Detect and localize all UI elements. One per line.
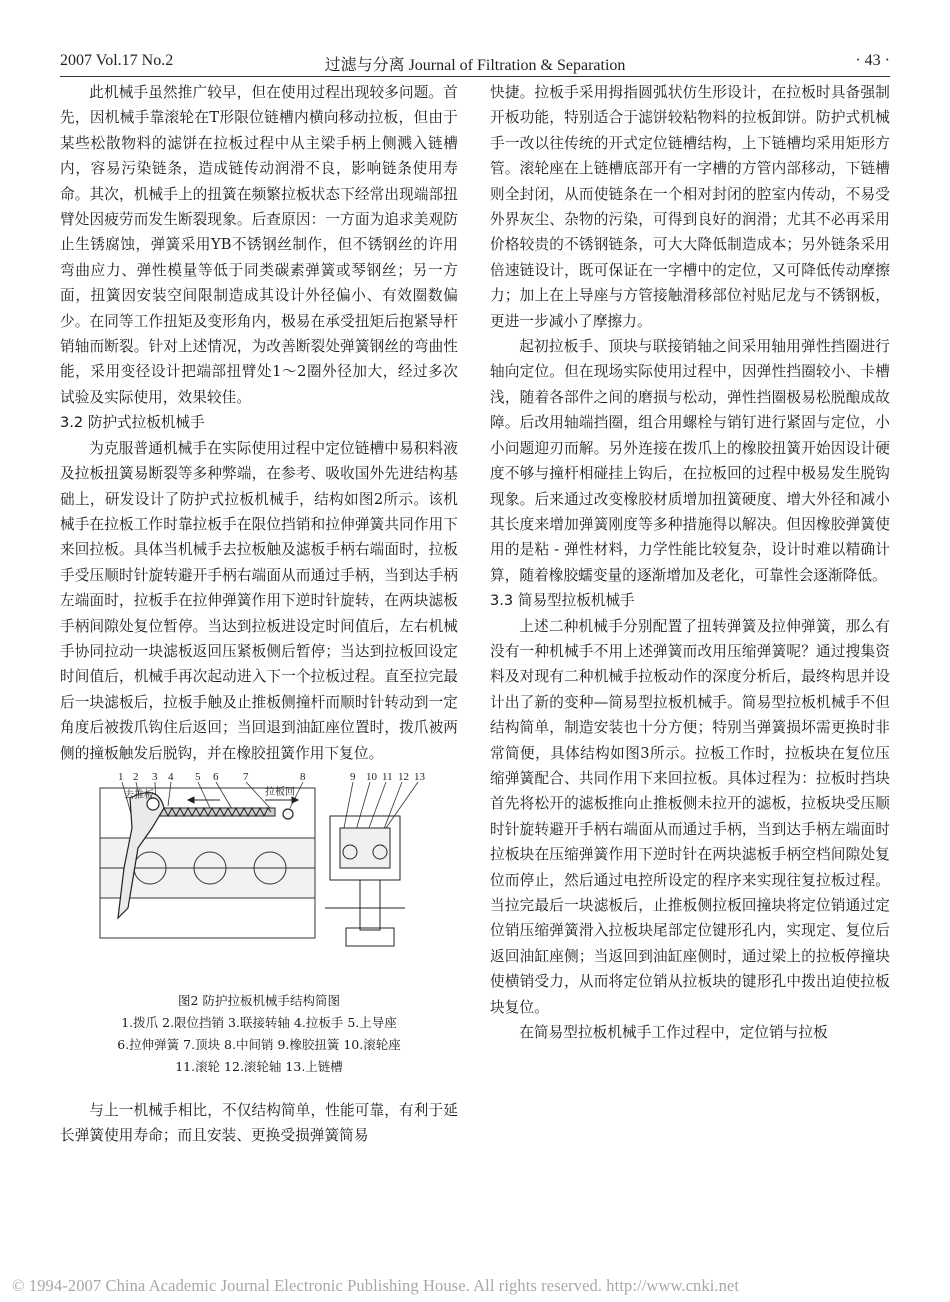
callout-9: 9 [350, 770, 356, 783]
running-header [60, 48, 890, 78]
header-rule [60, 76, 890, 77]
callout-3: 3 [152, 770, 158, 783]
journal-title: 过滤与分离 Journal of Filtration & Separation [324, 57, 626, 74]
label-push: 去推板 [124, 789, 154, 801]
section-heading-3-3: 3.3 简易型拉板机械手 [490, 592, 635, 610]
figure-2-legend-line-2: 6.拉伸弹簧 7.顶块 8.中间销 9.橡胶扭簧 10.滚轮座 [117, 1036, 401, 1052]
right-column [490, 80, 890, 1045]
callout-8: 8 [300, 770, 306, 783]
callout-1: 1 [118, 770, 124, 783]
callout-12: 12 [398, 770, 409, 783]
figure-2-drawing [60, 768, 458, 990]
callout-11: 11 [382, 770, 393, 783]
figure-2-legend-line-1: 1.拨爪 2.限位挡销 3.联接转轴 4.拉板手 5.上导座 [121, 1014, 397, 1030]
paragraph-simple-manipulator: 上述二种机械手分别配置了扭转弹簧及拉伸弹簧，那么有没有一种机械手不用上述弹簧而改用压缩弹簧呢？通过搜集资料及对现有二种机械手拉板动作的深度分析后，最终构思并设计出了新的变种—简易型拉板机械手。简易型拉板机械手不但结构简单，制造安装也十分方便；特别当弹簧损坏需更换时非常简便，具体结构如图3所示。拉板工作时，拉板块在复位压缩弹簧配合、共同作用下来回拉板。具体过程为：拉板时挡块首先将松开的滤板推向止推板侧未拉开的滤板，拉板块受压顺时针旋转避开手柄右端面从而通过手柄，当到达手柄左端面时拉板块在压缩弹簧作用下逆时针在两块滤板手柄空档间隙处复位而停止，然后通过电控所设定的程序来实现往复拉板过程。当拉完最后一块滤板后，止推板侧拉板回撞块将定位销通过定位销压缩弹簧滑入拉板块尾部定位键形孔内，实现定、复位后返回油缸座侧；当返回到油缸座侧时，通过梁上的拉板停撞块使横销受力，从而将定位销从拉板块的键形孔中拨出迫使拉板块复位。 [490, 617, 890, 1016]
section-heading-3-2: 3.2 防护式拉板机械手 [60, 414, 205, 432]
page-number: · 43 · [855, 52, 890, 69]
figure-2 [60, 768, 458, 1098]
paragraph-comparison: 与上一机械手相比，不仅结构简单，性能可靠，有利于延长弹簧使用寿命；而且安装、更换受损弹簧简易 [60, 1101, 458, 1145]
callout-10: 10 [366, 770, 377, 783]
callout-6: 6 [213, 770, 219, 783]
copyright-footer: © 1994-2007 China Academic Journal Electronic Publishing House. All rights reserved. http://www.cnki.net [12, 1276, 740, 1295]
journal-issue: 2007 Vol.17 No.2 [60, 52, 174, 69]
figure-2-legend-line-3: 11.滚轮 12.滚轮轴 13.上链槽 [175, 1058, 343, 1074]
tension-spring [160, 808, 275, 816]
paragraph-protective-manipulator: 为克服普通机械手在实际使用过程中定位链槽中易积料液及拉板扭簧易断裂等多种弊端，在参考、吸收国外先进结构基础上，研发设计了防护式拉板机械手，结构如图2所示。该机械手在拉板工作时靠拉板手在限位挡销和拉伸弹簧共同作用下来回拉板。具体当机械手去拉板触及滤板手柄右端面时，拉板手受压顺时针旋转避开手柄右端面从而通过手柄，当到达手柄左端面时，拉板手在拉伸弹簧作用下逆时针旋转，在两块滤板手柄间隙处复位暂停。当达到拉板进设定时间值后，左右机械手协同拉动一块滤板返回压紧板侧后暂停；当达到拉板回设定时间值后，机械手再次起动进入下一个拉板过程。直至拉完最后一块滤板后，拉板手触及止推板侧撞杆而顺时针转动到一定角度后被拨爪钩住后返回；当回退到油缸座位置时，拨爪被两侧的撞板触发后脱钩，并在橡胶扭簧作用下复位。 [60, 439, 458, 762]
callout-13: 13 [414, 770, 425, 783]
figure-2-title: 图2 防护拉板机械手结构简图 [178, 992, 340, 1008]
paragraph-structure-design: 快捷。拉板手采用拇指圆弧状仿生形设计，在拉板时具备强制开板功能，特别适合于滤饼较粘物料的拉板卸饼。防护式机械手一改以往传统的开式定位链槽结构，上下链槽均采用矩形方管。滚轮座在上链槽底部开有一字槽的方管内部移动，下链槽则全封闭，从而使链条在一个相对封闭的腔室内传动，不易受外界灰尘、杂物的污染，可得到良好的润滑；尤其不必再采用价格较贵的不锈钢链条，可大大降低制造成本；另外链条采用倍速链设计，既可保证在一字槽中的定位，又可降低传动摩擦力；加上在上导座与方管接触滑移部位衬贴尼龙与不锈钢板，更进一步减小了摩擦力。 [490, 84, 890, 330]
label-pull: 拉板回 [265, 786, 295, 798]
callout-7: 7 [243, 770, 249, 783]
paragraph-positioning-pin: 在简易型拉板机械手工作过程中，定位销与拉板 [519, 1024, 828, 1042]
paragraph-retaining-ring: 起初拉板手、顶块与联接销轴之间采用轴用弹性挡圈进行轴向定位。但在现场实际使用过程中，因弹性挡圈较小、卡槽浅，随着各部件之间的磨损与松动，弹性挡圈极易松脱酿成故障。后改用轴端挡圈，组合用螺栓与销钉进行紧固与定位，小小问题迎刃而解。另外连接在拨爪上的橡胶扭簧开始因设计硬度不够与撞杆相碰挂上钩后，在拉板回的过程中极易发生脱钩现象。后来通过改变橡胶材质增加扭簧硬度、增大外径和减小其长度来增加弹簧刚度等多种措施得以解决。但因橡胶弹簧使用的是粘 - 弹性材料，力学性能比较复杂，设计时难以精确计算，随着橡胶蠕变量的逐渐增加及老化，可靠性会逐渐降低。 [490, 338, 890, 584]
callout-5: 5 [195, 770, 201, 783]
left-column [60, 80, 458, 1149]
callout-2: 2 [133, 770, 139, 783]
side-view [325, 816, 405, 946]
callout-numbers [118, 771, 426, 783]
figure-2-caption [60, 990, 458, 1078]
paragraph-torsion-spring-issues: 此机械手虽然推广较早，但在使用过程出现较多问题。首先，因机械手靠滚轮在T形限位链槽内横向移动拉板，但由于某些松散物料的滤饼在拉板过程中从主梁手柄上侧溅入链槽内，容易污染链条，造成链传动润滑不良，影响链条使用寿命。其次，机械手上的扭簧在频繁拉板状态下经常出现端部扭臂处因疲劳而发生断裂现象。后查原因：一方面为追求美观防止生锈腐蚀，弹簧采用YB不锈钢丝制作，但不锈钢丝的许用弯曲应力、弹性模量等低于同类碳素弹簧或琴钢丝；另一方面，扭簧因安装空间限制造成其设计外径偏小、有效圈数偏少。在同等工作扭矩及变形角内，极易在承受扭矩后抱紧导杆销轴而断裂。针对上述情况，为改善断裂处弹簧钢丝的弯曲性能，采用变径设计把端部扭臂处1～2圈外径加大，经过多次试验及实际使用，效果较佳。 [60, 84, 458, 406]
callout-4: 4 [168, 770, 174, 783]
